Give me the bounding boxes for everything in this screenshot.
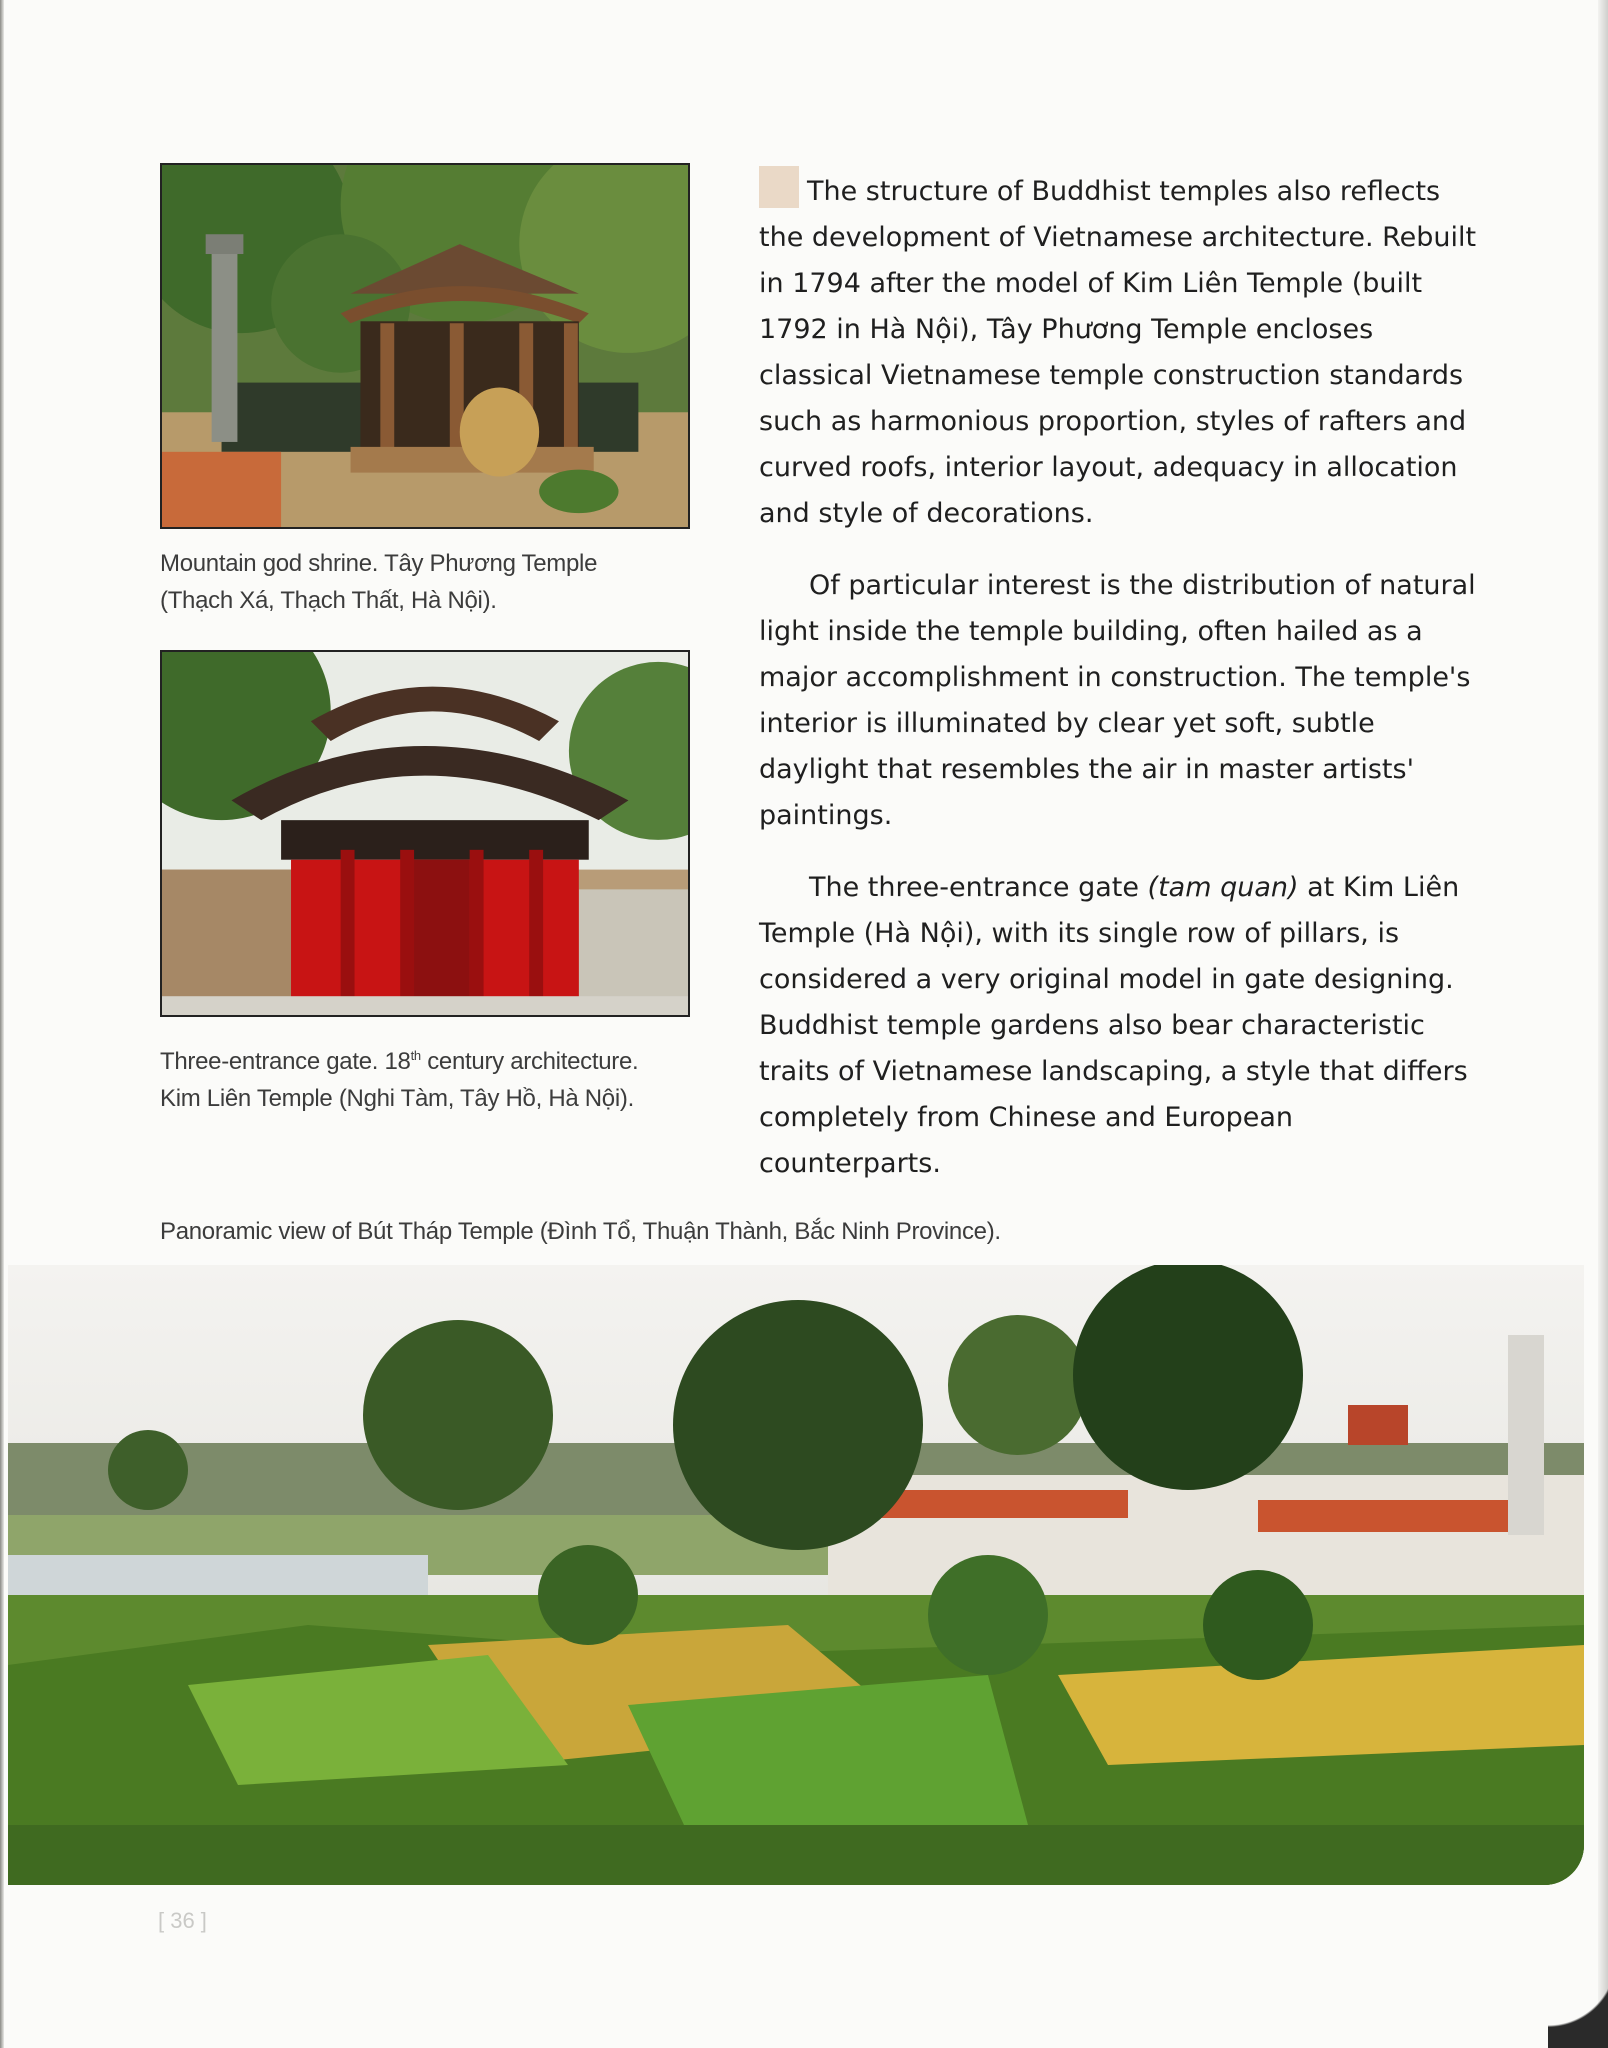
- paragraph-2: Of particular interest is the distribution of natural light inside the temple building, often hailed as a major accomplishment in construction. The temple's interior is illuminated by clear yet soft, subtle daylight that resembles the air in master artists' paintings.: [759, 570, 1476, 831]
- shrine-photo: [160, 163, 690, 529]
- paragraph-3-text-end: at Kim Liên Temple (Hà Nội), with its single row of pillars, is considered a very original model in gate designing. Buddhist temple gardens also bear characteristic traits of Vietnamese landscaping, a style that differs completely from Chinese and European counterparts.: [759, 872, 1468, 1179]
- paragraph-1: [759, 166, 1479, 537]
- body-text: [759, 166, 1479, 1213]
- shrine-caption-line2: (Thạch Xá, Thạch Thất, Hà Nội).: [160, 587, 497, 614]
- page-edge-right: [1598, 0, 1608, 2048]
- gate-caption: [160, 1037, 638, 1117]
- gate-caption-text-end: century architecture.: [420, 1048, 639, 1075]
- page-edge-left: [0, 0, 4, 2048]
- drop-marker: [759, 166, 799, 208]
- gate-caption-line1: [160, 1037, 638, 1080]
- gate-caption-superscript: th: [410, 1048, 421, 1063]
- panorama-caption: Panoramic view of Bút Tháp Temple (Đình Tổ, Thuận Thành, Bắc Ninh Province).: [160, 1218, 1001, 1245]
- shrine-caption-line1: Mountain god shrine. Tây Phương Temple: [160, 550, 598, 577]
- panorama-photo: [8, 1265, 1584, 1885]
- page-number: [ 36 ]: [158, 1908, 207, 1933]
- paragraph-3-italic: (tam quan): [1147, 872, 1299, 903]
- gate-photo: [160, 650, 690, 1017]
- shrine-caption: [160, 545, 597, 619]
- page-corner-shadow: [1548, 1958, 1608, 2048]
- paragraph-3: [759, 865, 1479, 1187]
- paragraph-1-text: The structure of Buddhist temples also reflects the development of Vietnamese architecture. Rebuilt in 1794 after the model of Kim Liên Temple (built 1792 in Hà Nội), Tây Phương Temple encloses classical Vietnamese temple construction standards such as harmonious proportion, styles of rafters and curved roofs, interior layout, adequacy in allocation and style of decorations.: [759, 176, 1477, 529]
- gate-caption-line2: Kim Liên Temple (Nghi Tàm, Tây Hồ, Hà Nội).: [160, 1085, 634, 1112]
- paragraph-3-text: The three-entrance gate: [809, 872, 1148, 903]
- gate-caption-text: Three-entrance gate. 18: [160, 1048, 411, 1075]
